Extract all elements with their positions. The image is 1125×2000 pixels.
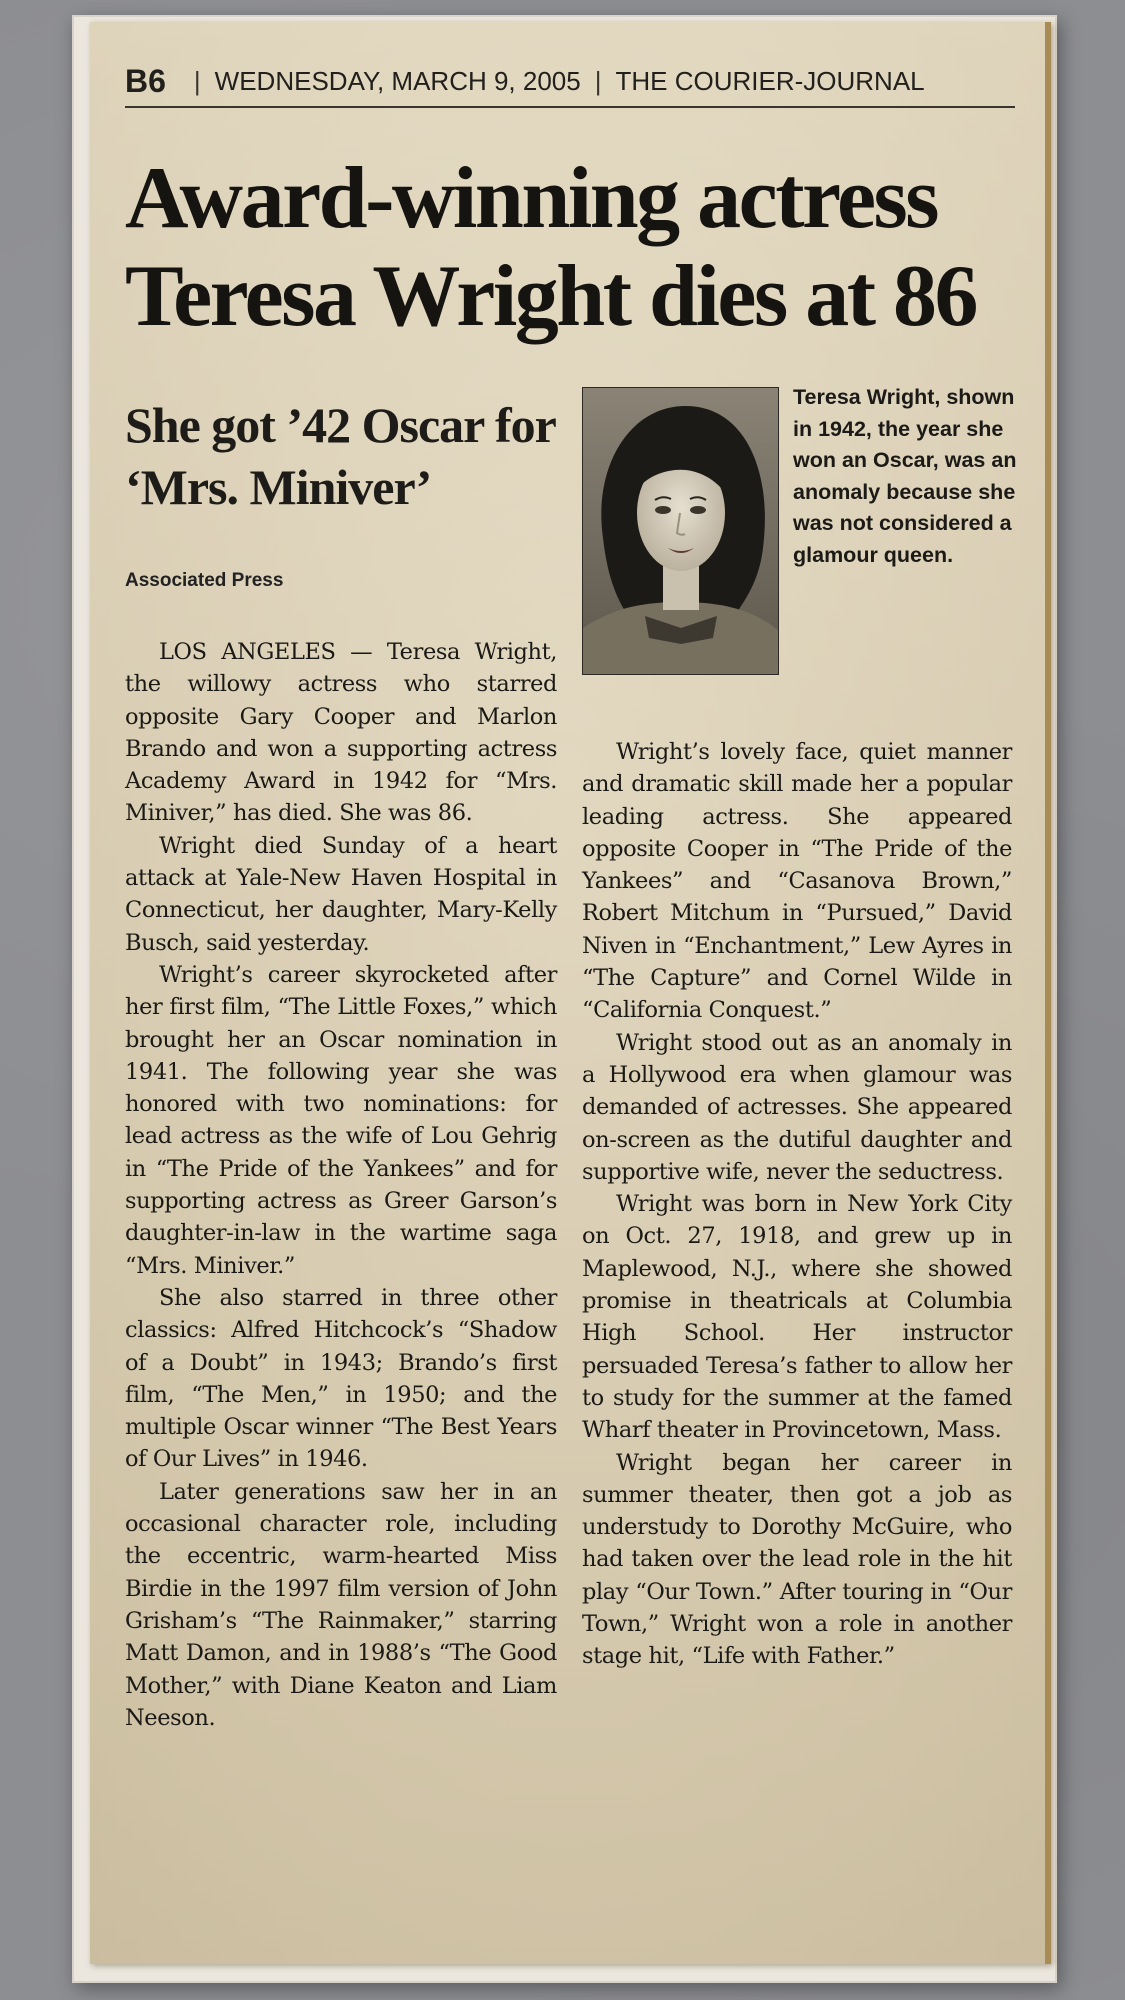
publication-date: WEDNESDAY, MARCH 9, 2005 (214, 65, 581, 96)
page-folio (125, 56, 1015, 108)
headline: Award-winning actress Teresa Wright dies at 86 (125, 150, 977, 345)
folio-separator: | (594, 65, 602, 96)
paragraph: She also starred in three other classics: Alfred Hitchcock’s “Shadow of a Doubt” in 1943; Brando’s first film, “The Men,” in 1950; and the multiple Oscar winner “The Best Years of Our Lives” in 1946. (125, 1284, 557, 1473)
paragraph: Wright’s career skyrocketed after her first film, “The Little Foxes,” which brought her an Oscar nomination in 1941. The following year she was honored with two nominations: for lead actress as the wife of Lou Gehrig in “The Pride of the Yankees” and for supporting actress as Greer Garson’s daughter-in-law in the wartime saga “Mrs. Miniver.” (125, 961, 557, 1279)
portrait-photo (582, 387, 779, 675)
page-number: B6 (125, 62, 166, 99)
paragraph: Later generations saw her in an occasional character role, including the eccentric, warm-hearted Miss Birdie in the 1997 film version of John Grisham’s “The Rainmaker,” starring Matt Damon, and in 1988’s “The Good Mother,” with Diane Keaton and Liam Neeson. (125, 1478, 557, 1731)
newspaper-name: THE COURIER-JOURNAL (615, 65, 925, 96)
paragraph: Wright stood out as an anomaly in a Hollywood era when glamour was demanded of actresses. She appeared on-screen as the dutiful daughter and supportive wife, never the seductress. (582, 1029, 1012, 1185)
subheadline: She got ’42 Oscar for ‘Mrs. Miniver’ (125, 397, 555, 515)
article-column-left (125, 636, 557, 1734)
paragraph: Wright’s lovely face, quiet manner and dramatic skill made her a popular leading actress. She appeared opposite Cooper in “The Pride of the Yankees” and “Casanova Brown,” Robert Mitchum in “Pursued,” David Niven in “Enchantment,” Lew Ayres in “The Capture” and Cornel Wilde in “California Conquest.” (582, 739, 1012, 1024)
paragraph: LOS ANGELES — Teresa Wright, the willowy actress who starred opposite Gary Cooper and Marlon Brando and won a supporting actress Academy Award in 1942 for “Mrs. Miniver,” has died. She was 86. (125, 639, 557, 827)
newspaper-clipping (90, 22, 1051, 1964)
paragraph: Wright died Sunday of a heart attack at Yale-New Haven Hospital in Connecticut, her daughter, Mary-Kelly Busch, said yesterday. (125, 832, 557, 956)
article-column-right (582, 736, 1012, 1673)
paragraph: Wright began her career in summer theater, then got a job as understudy to Dorothy McGuire, who had taken over the lead role in the hit play “Our Town.” After touring in “Our Town,” Wright won a role in another stage hit, “Life with Father.” (582, 1449, 1012, 1670)
folio-separator: | (193, 65, 201, 96)
paragraph: Wright was born in New York City on Oct. 27, 1918, and grew up in Maplewood, N.J., where she showed promise in theatricals at Columbia High School. Her instructor persuaded Teresa’s father to allow her to study for the summer at the famed Wharf theater in Provincetown, Mass. (582, 1191, 1012, 1444)
byline-credit: Associated Press (125, 570, 284, 591)
photo-caption: Teresa Wright, shown in 1942, the year she won an Oscar, was an anomaly because she was not considered a glamour queen. (793, 385, 1017, 567)
